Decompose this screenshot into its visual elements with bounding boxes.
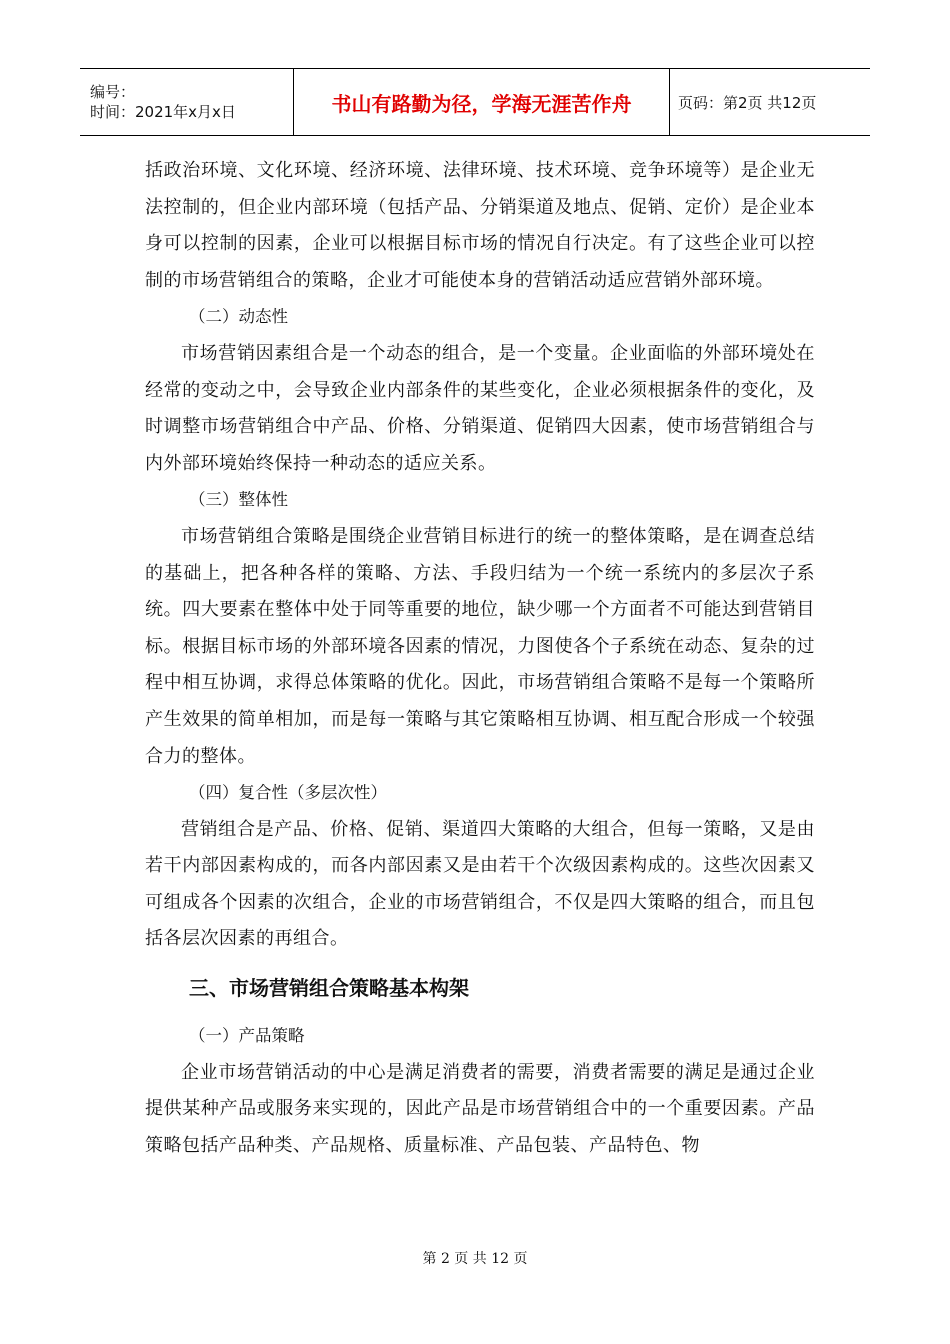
header-meta bbox=[80, 69, 294, 136]
section-heading-product: （一）产品策略 bbox=[189, 1026, 305, 1046]
time-label: 时间：2021年x月x日 bbox=[90, 103, 236, 121]
number-label: 编号： bbox=[90, 83, 136, 101]
paragraph: 市场营销组合策略是围绕企业营销目标进行的统一的整体策略，是在调查总结的基础上，把各种各样的策略、方法、手段归结为一个统一系统内的多层次子系统。四大要素在整体中处于同等重要的地位，缺少哪一个方面者不可能达到营销目标。根据目标市场的外部环境各因素的情况，力图使各个子系统在动态、复杂的过程中相互协调，求得总体策略的优化。因此，市场营销组合策略不是每一个策略所产生效果的简单相加，而是每一策略与其它策略相互协调、相互配合形成一个较强合力的整体。 bbox=[145, 525, 815, 767]
section-heading-composite: （四）复合性（多层次性） bbox=[189, 783, 387, 803]
paragraph: 营销组合是产品、价格、促销、渠道四大策略的大组合，但每一策略，又是由若干内部因素构成的，而各内部因素又是由若干个次级因素构成的。这些次因素又可组成各个因素的次组合，企业的市场营销组合，不仅是四大策略的组合，而且包括各层次因素的再组合。 bbox=[145, 818, 815, 950]
page-footer: 第 2 页 共 12 页 bbox=[422, 1251, 528, 1267]
section-heading-dynamic: （二）动态性 bbox=[189, 307, 288, 327]
header-motto: 书山有路勤为径，学海无涯苦作舟 bbox=[294, 69, 670, 136]
section-heading-integrity: （三）整体性 bbox=[189, 490, 288, 510]
document-header bbox=[80, 68, 870, 136]
header-page-info: 页码：第2页 共12页 bbox=[670, 69, 871, 136]
paragraph: 企业市场营销活动的中心是满足消费者的需要，消费者需要的满足是通过企业提供某种产品或服务来实现的，因此产品是市场营销组合中的一个重要因素。产品策略包括产品种类、产品规格、质量标准、产品包装、产品特色、物 bbox=[145, 1061, 815, 1156]
chapter-heading: 三、市场营销组合策略基本构架 bbox=[189, 976, 469, 1001]
document-body bbox=[145, 153, 815, 1164]
paragraph: 市场营销因素组合是一个动态的组合，是一个变量。企业面临的外部环境处在经常的变动之中，会导致企业内部条件的某些变化，企业必须根据条件的变化，及时调整市场营销组合中产品、价格、分销渠道、促销四大因素，使市场营销组合与内外部环境始终保持一种动态的适应关系。 bbox=[145, 342, 815, 474]
paragraph: 括政治环境、文化环境、经济环境、法律环境、技术环境、竞争环境等）是企业无法控制的，但企业内部环境（包括产品、分销渠道及地点、促销、定价）是企业本身可以控制的因素，企业可以根据目标市场的情况自行决定。有了这些企业可以控制的市场营销组合的策略，企业才可能使本身的营销活动适应营销外部环境。 bbox=[145, 160, 815, 291]
